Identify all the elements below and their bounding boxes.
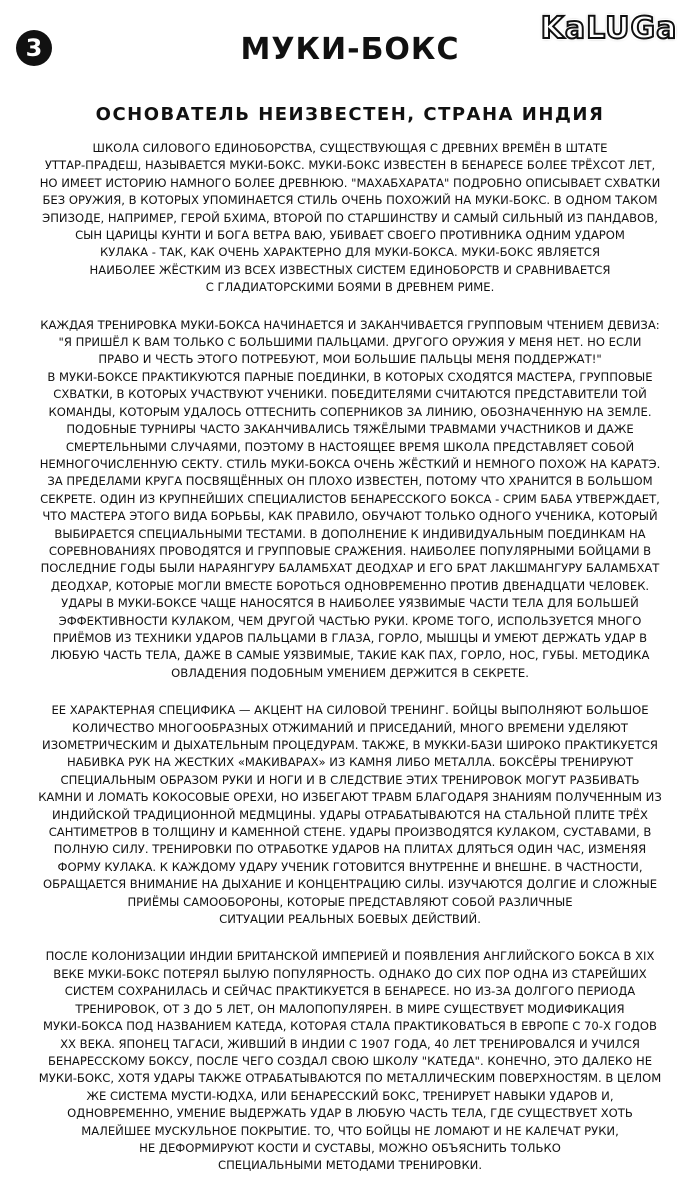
text-line: КАМНИ И ЛОМАТЬ КОКОСОВЫЕ ОРЕХИ, НО ИЗБЕГАЮТ ТРАВМ БЛАГОДАРЯ ЗНАНИЯМ ПОЛУЧЕННЫМ ИЗ xyxy=(38,790,662,805)
paragraph xyxy=(14,317,686,683)
text-line: МУКИ-БОКС, ХОТЯ УДАРЫ ТАКЖЕ ОТРАБАТЫВАЮТСЯ ПО МЕТАЛЛИЧЕСКИМ ПОВЕРХНОСТЯМ. В ЦЕЛОМ xyxy=(38,1071,662,1086)
text-line: СОРЕВНОВАНИЯХ ПРОВОДЯТСЯ И ГРУППОВЫЕ СРАЖЕНИЯ. НАИБОЛЕЕ ПОПУЛЯРНЫМИ БОЙЦАМИ В xyxy=(48,543,652,558)
text-line: ДЕОДХАР, КОТОРЫЕ МОГЛИ ВМЕСТЕ БОРОТЬСЯ ОДНОВРЕМЕННО ПРОТИВ ДВЕНАДЦАТИ ЧЕЛОВЕК. xyxy=(50,578,650,593)
text-line: УДАРЫ В МУКИ-БОКСЕ ЧАЩЕ НАНОСЯТСЯ В НАИБОЛЕЕ УЯЗВИМЫЕ ЧАСТИ ТЕЛА ДЛЯ БОЛЬШЕЙ xyxy=(61,596,639,611)
text-line: СЕКРЕТЕ. ОДИН ИЗ КРУПНЕЙШИХ СПЕЦИАЛИСТОВ БЕНАРЕССКОГО БОКСА - СРИМ БАБА УТВЕРЖДАЕТ, xyxy=(40,491,660,506)
text-line: КАЖДАЯ ТРЕНИРОВКА МУКИ-БОКСА НАЧИНАЕТСЯ И ЗАКАНЧИВАЕТСЯ ГРУППОВЫМ ЧТЕНИЕМ ДЕВИЗА: xyxy=(40,317,660,332)
text-line: ПОСЛЕ КОЛОНИЗАЦИИ ИНДИИ БРИТАНСКОЙ ИМПЕРИЕЙ И ПОЯВЛЕНИЯ АНГЛИЙСКОГО БОКСА В XIX xyxy=(45,949,655,964)
text-line: НО ИМЕЕТ ИСТОРИЮ НАМНОГО БОЛЕЕ ДРЕВНЮЮ. "МАХАБХАРАТА" ПОДРОБНО ОПИСЫВАЕТ СХВАТКИ xyxy=(39,175,661,190)
text-line: ПОСЛЕДНИЕ ГОДЫ БЫЛИ НАРАЯНГУРУ БАЛАМБХАТ ДЕОДХАР И ЕГО БРАТ ЛАКШМАНГУРУ БАЛАМБХАТ xyxy=(40,561,660,576)
text-line: ЭФФЕКТИВНОСТИ КУЛАКОМ, ЧЕМ ДРУГОЙ ЧАСТЬЮ РУКИ. КРОМЕ ТОГО, ИСПОЛЬЗУЕТСЯ МНОГО xyxy=(58,613,642,628)
text-line: ФОРМУ КУЛАКА. К КАЖДОМУ УДАРУ УЧЕНИК ГОТОВИТСЯ ВНУТРЕННЕ И ВНЕШНЕ. В ЧАСТНОСТИ, xyxy=(57,859,643,874)
text-line: НЕМНОГОЧИСЛЕННУЮ СЕКТУ. СТИЛЬ МУКИ-БОКСА ОЧЕНЬ ЖЁСТКИЙ И НЕМНОГО ПОХОЖ НА КАРАТЭ. xyxy=(39,456,661,471)
text-line: ПРАВО И ЧЕСТЬ ЭТОГО ПОТРЕБУЮТ, МОИ БОЛЬШИЕ ПАЛЬЦЫ МЕНЯ ПОДДЕРЖАТ!" xyxy=(98,352,602,367)
paragraph xyxy=(14,948,686,1174)
text-line: ЗА ПРЕДЕЛАМИ КРУГА ПОСВЯЩЁННЫХ ОН ПЛОХО ИЗВЕСТЕН, ПОТОМУ ЧТО ХРАНИТСЯ В БОЛЬШОМ xyxy=(47,474,653,489)
text-line: ИНДИЙСКОЙ ТРАДИЦИОННОЙ МЕДМЦИНЫ. УДАРЫ ОТРАБАТЫВАЮТСЯ НА СТАЛЬНОЙ ПЛИТЕ ТРЁХ xyxy=(52,807,648,822)
text-line: ПРИЁМОВ ИЗ ТЕХНИКИ УДАРОВ ПАЛЬЦАМИ В ГЛАЗА, ГОРЛО, МЫШЦЫ И УМЕЮТ ДЕРЖАТЬ УДАР В xyxy=(52,630,648,645)
brand-logo: KaLUGa xyxy=(540,10,678,46)
text-line: ОВЛАДЕНИЯ ПОДОБНЫМ УМЕНИЕМ ДЕРЖИТСЯ В СЕКРЕТЕ. xyxy=(171,665,529,680)
text-line: КОМАНДЫ, КОТОРЫМ УДАЛОСЬ ОТТЕСНИТЬ СОПЕРНИКОВ ЗА ЛИНИЮ, ОБОЗНАЧЕННУЮ НА ЗЕМЛЕ. xyxy=(48,404,652,419)
paragraph xyxy=(14,702,686,928)
text-line: ОДНОВРЕМЕННО, УМЕНИЕ ВЫДЕРЖАТЬ УДАР В ЛЮБУЮ ЧАСТЬ ТЕЛА, ГДЕ СУЩЕСТВУЕТ ХОТЬ xyxy=(67,1106,633,1121)
text-line: МУКИ-БОКСА ПОД НАЗВАНИЕМ КАТЕДА, КОТОРАЯ СТАЛА ПРАКТИКОВАТЬСЯ В ЕВРОПЕ С 70-Х ГОДОВ xyxy=(43,1019,657,1034)
article-body xyxy=(14,140,686,1195)
text-line: НАБИВКА РУК НА ЖЕСТКИХ «МАКИВАРАХ» ИЗ КАМНЯ ЛИБО МЕТАЛЛА. БОКСЁРЫ ТРЕНИРУЮТ xyxy=(66,755,634,770)
text-line: XX ВЕКА. ЯПОНЕЦ ТАГАСИ, ЖИВШИЙ В ИНДИИ С 1907 ГОДА, 40 ЛЕТ ТРЕНИРОВАЛСЯ И УЧИЛСЯ xyxy=(60,1036,640,1051)
text-line: ПРИЁМЫ САМООБОРОНЫ, КОТОРЫЕ ПРЕДСТАВЛЯЮТ СОБОЙ РАЗЛИЧНЫЕ xyxy=(127,894,573,909)
text-line: СПЕЦИАЛЬНЫМИ МЕТОДАМИ ТРЕНИРОВКИ. xyxy=(217,1158,483,1173)
text-line: КУЛАКА - ТАК, КАК ОЧЕНЬ ХАРАКТЕРНО ДЛЯ МУКИ-БОКСА. МУКИ-БОКС ЯВЛЯЕТСЯ xyxy=(99,245,601,260)
text-line: ИЗОМЕТРИЧЕСКИМ И ДЫХАТЕЛЬНЫМ ПРОЦЕДУРАМ. ТАКЖЕ, В МУККИ-БАЗИ ШИРОКО ПРАКТИКУЕТСЯ xyxy=(42,738,658,752)
text-line: БЕНАРЕССКОМУ БОКСУ, ПОСЛЕ ЧЕГО СОЗДАЛ СВОЮ ШКОЛУ "КАТЕДА". КОНЕЧНО, ЭТО ДАЛЕКО НЕ xyxy=(47,1053,653,1068)
text-line: НАИБОЛЕЕ ЖЁСТКИМ ИЗ ВСЕХ ИЗВЕСТНЫХ СИСТЕМ ЕДИНОБОРСТВ И СРАВНИВАЕТСЯ xyxy=(89,262,611,277)
text-line: В МУКИ-БОКСЕ ПРАКТИКУЮТСЯ ПАРНЫЕ ПОЕДИНКИ, В КОТОРЫХ СХОДЯТСЯ МАСТЕРА, ГРУППОВЫЕ xyxy=(47,369,653,384)
text-line: ВЕКЕ МУКИ-БОКС ПОТЕРЯЛ БЫЛУЮ ПОПУЛЯРНОСТЬ. ОДНАКО ДО СИХ ПОР ОДНА ИЗ СТАРЕЙШИХ xyxy=(53,966,647,981)
text-line: СХВАТКИ, В КОТОРЫХ УЧАСТВУЮТ УЧЕНИКИ. ПОБЕДИТЕЛЯМИ СЧИТАЮТСЯ ПРЕДСТАВИТЕЛИ ТОЙ xyxy=(53,387,647,402)
text-line: ЭПИЗОДЕ, НАПРИМЕР, ГЕРОЙ БХИМА, ВТОРОЙ ПО СТАРШИНСТВУ И САМЫЙ СИЛЬНЫЙ ИЗ ПАНДАВОВ, xyxy=(42,210,658,225)
text-line: УТТАР-ПРАДЕШ, НАЗЫВАЕТСЯ МУКИ-БОКС. МУКИ-БОКС ИЗВЕСТЕН В БЕНАРЕСЕ БОЛЕЕ ТРЁХСОТ ЛЕТ, xyxy=(44,158,656,173)
text-line: СЫН ЦАРИЦЫ КУНТИ И БОГА ВЕТРА ВАЮ, УБИВАЕТ СВОЕГО ПРОТИВНИКА ОДНИМ УДАРОМ xyxy=(75,228,625,243)
text-line: МАЛЕЙШЕЕ МУСКУЛЬНОЕ ПОКРЫТИЕ. ТО, ЧТО БОЙЦЫ НЕ ЛОМАЮТ И НЕ КАЛЕЧАТ РУКИ, xyxy=(81,1123,619,1138)
text-line: С ГЛАДИАТОРСКИМИ БОЯМИ В ДРЕВНЕМ РИМЕ. xyxy=(205,280,495,295)
text-line: КОЛИЧЕСТВО МНОГООБРАЗНЫХ ОТЖИМАНИЙ И ПРИСЕДАНИЙ, МНОГО ВРЕМЕНИ УДЕЛЯЮТ xyxy=(72,720,628,735)
paragraph xyxy=(14,140,686,297)
text-line: "Я ПРИШЁЛ К ВАМ ТОЛЬКО С БОЛЬШИМИ ПАЛЬЦАМИ. ДРУГОГО ОРУЖИЯ У МЕНЯ НЕТ. НО ЕСЛИ xyxy=(58,335,642,350)
text-line: ШКОЛА СИЛОВОГО ЕДИНОБОРСТВА, СУЩЕСТВУЮЩАЯ С ДРЕВНИХ ВРЕМЁН В ШТАТЕ xyxy=(92,141,608,155)
page-title: МУКИ-БОКС xyxy=(240,32,460,67)
text-line: СИСТЕМ СОХРАНИЛАСЬ И СЕЙЧАС ПРАКТИКУЕТСЯ В БЕНАРЕСЕ. НО ИЗ-ЗА ДОЛГОГО ПЕРИОДА xyxy=(64,984,636,999)
text-line: САНТИМЕТРОВ В ТОЛЩИНУ И КАМЕННОЙ СТЕНЕ. УДАРЫ ПРОИЗВОДЯТСЯ КУЛАКОМ, СУСТАВАМИ, В xyxy=(48,825,652,840)
text-line: ЖЕ СИСТЕМА МУСТИ-ЮДХА, ИЛИ БЕНАРЕССКИЙ БОКС, ТРЕНИРУЕТ НАВЫКИ УДАРОВ И, xyxy=(86,1088,614,1103)
text-line: ТРЕНИРОВОК, ОТ 3 ДО 5 ЛЕТ, ОН МАЛОПОПУЛЯРЕН. В МИРЕ СУЩЕСТВУЕТ МОДИФИКАЦИЯ xyxy=(75,1001,625,1016)
text-line: ЛЮБУЮ ЧАСТЬ ТЕЛА, ДАЖЕ В САМЫЕ УЯЗВИМЫЕ, ТАКИЕ КАК ПАХ, ГОРЛО, НОС, ГУБЫ. МЕТОДИКА xyxy=(50,648,650,663)
text-line: ЧТО МАСТЕРА ЭТОГО ВИДА БОРЬБЫ, КАК ПРАВИЛО, ОБУЧАЮТ ТОЛЬКО ОДНОГО УЧЕНИКА, КОТОРЫЙ xyxy=(42,509,658,524)
text-line: СПЕЦИАЛЬНЫМ ОБРАЗОМ РУКИ И НОГИ И В СЛЕДСТВИЕ ЭТИХ ТРЕНИРОВОК МОГУТ РАЗБИВАТЬ xyxy=(60,772,640,787)
text-line: БЕЗ ОРУЖИЯ, В КОТОРЫХ УПОМИНАЕТСЯ СТИЛЬ ОЧЕНЬ ПОХОЖИЙ НА МУКИ-БОКС. В ОДНОМ ТАКОМ xyxy=(42,193,658,208)
page-subtitle: ОСНОВАТЕЛЬ НЕИЗВЕСТЕН, СТРАНА ИНДИЯ xyxy=(95,104,605,125)
text-line: ОБРАЩАЕТСЯ ВНИМАНИЕ НА ДЫХАНИЕ И КОНЦЕНТРАЦИЮ СИЛЫ. ИЗУЧАЮТСЯ ДОЛГИЕ И СЛОЖНЫЕ xyxy=(42,877,658,892)
page-number-badge: 3 xyxy=(16,30,52,66)
text-line: ПОЛНУЮ СИЛУ. ТРЕНИРОВКИ ПО ОТРАБОТКЕ УДАРОВ НА ПЛИТАХ ДЛЯТЬСЯ ОДИН ЧАС, ИЗМЕНЯЯ xyxy=(53,842,647,857)
text-line: ПОДОБНЫЕ ТУРНИРЫ ЧАСТО ЗАКАНЧИВАЛИСЬ ТЯЖЁЛЫМИ ТРАВМАМИ УЧАСТНИКОВ И ДАЖЕ xyxy=(66,422,634,437)
text-line: НЕ ДЕФОРМИРУЮТ КОСТИ И СУСТАВЫ, МОЖНО ОБЪЯСНИТЬ ТОЛЬКО xyxy=(139,1140,561,1155)
text-line: ВЫБИРАЕТСЯ СПЕЦИАЛЬНЫМИ ТЕСТАМИ. В ДОПОЛНЕНИЕ К ИНДИВИДУАЛЬНЫМ ПОЕДИНКАМ НА xyxy=(54,526,646,541)
text-line: ЕЕ ХАРАКТЕРНАЯ СПЕЦИФИКА — АКЦЕНТ НА СИЛОВОЙ ТРЕНИНГ. БОЙЦЫ ВЫПОЛНЯЮТ БОЛЬШОЕ xyxy=(51,703,649,718)
text-line: СМЕРТЕЛЬНЫМИ СЛУЧАЯМИ, ПОЭТОМУ В НАСТОЯЩЕЕ ВРЕМЯ ШКОЛА ПРЕДСТАВЛЯЕТ СОБОЙ xyxy=(65,439,635,454)
text-line: СИТУАЦИИ РЕАЛЬНЫХ БОЕВЫХ ДЕЙСТВИЙ. xyxy=(219,912,481,927)
